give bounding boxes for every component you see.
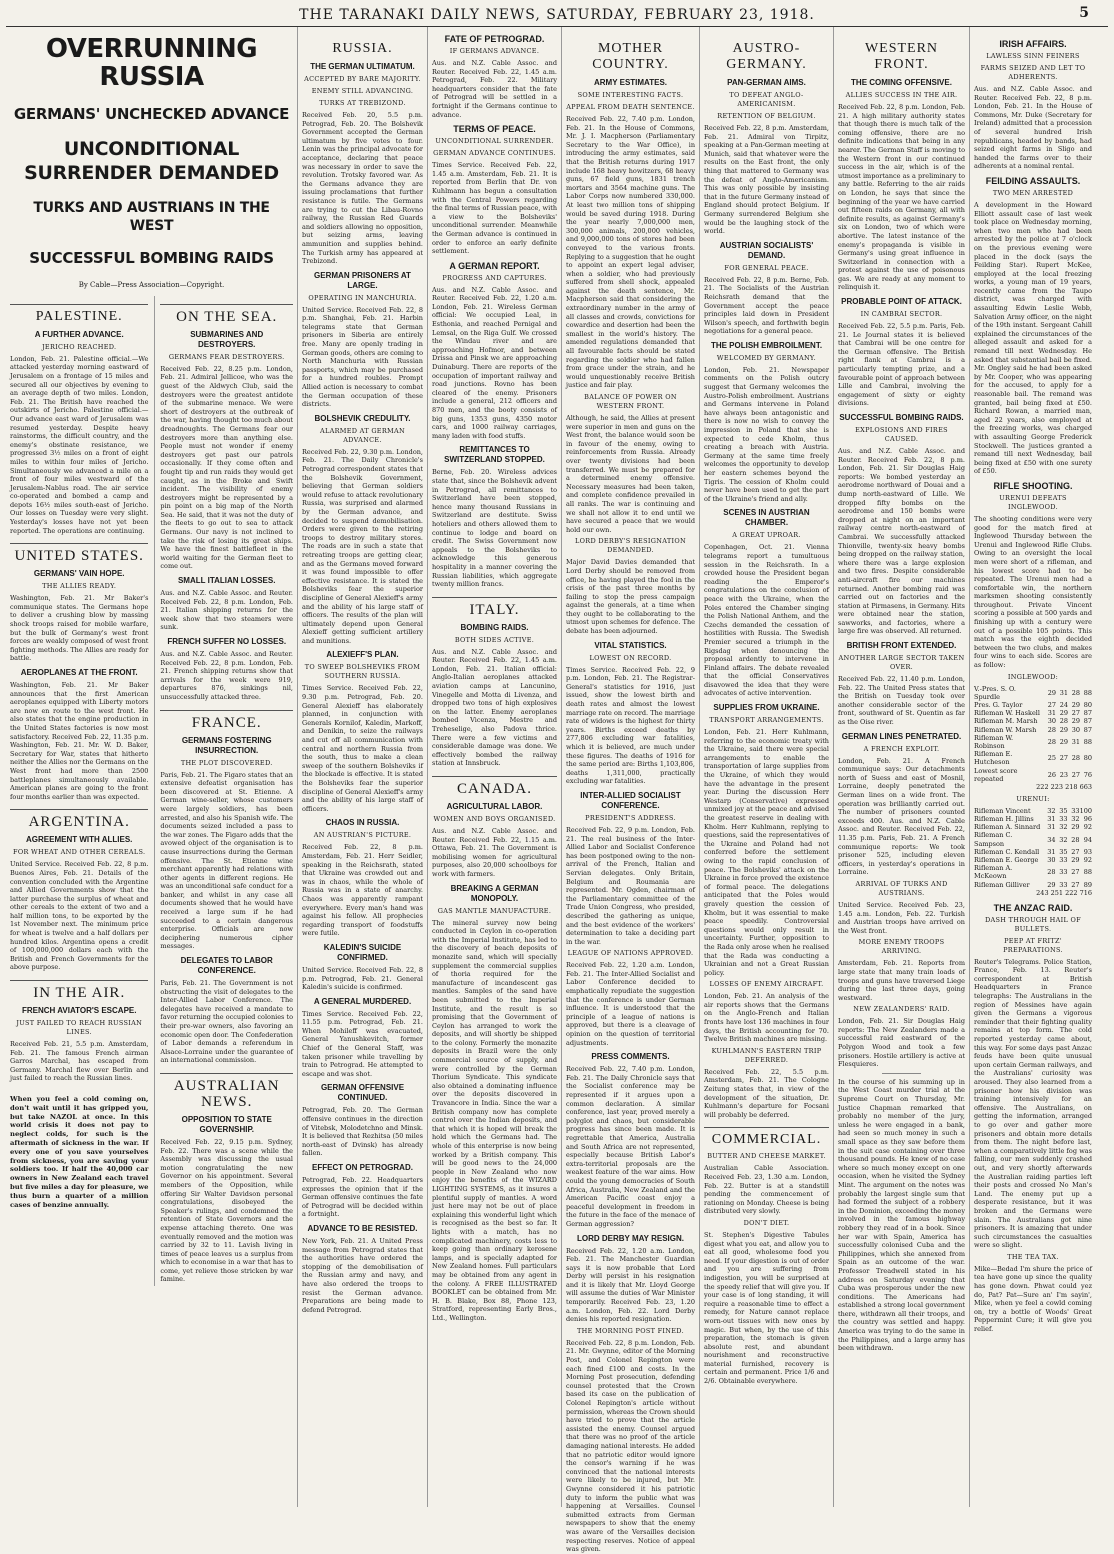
- article-credulity: Received Feb. 22, 9.30 p.m. London, Feb. 21. The Daily Chronicle's Petrograd correspondent states that the Bolshevik Government, believing that German soldiers would refuse to attack revolutionary Russia, was surprised and alarmed by the German advance, and decided to suspend demobilisation. Orders were given to the retiring troops to destroy military stores. The roads are in such a state that retreating troops are getting clear, and as the Germans moved forward it was found impossible to offer effective resistance. It is stated the Bolsheviks fear the superior discipline of General Alexieff's army and the ability of his large staff of officers. The results of the plan will ultimately depend upon General Alexieff getting sufficient artillery and munitions.: [302, 447, 423, 645]
- subhead-turks-austrians: ARRIVAL OF TURKS AND AUSTRIANS.: [855, 879, 948, 897]
- subhead-aircraft-losses: LOSSES OF ENEMY AIRCRAFT.: [709, 980, 824, 989]
- score-cell-c: 27: [1071, 847, 1080, 856]
- score-cell-b: 31: [1059, 688, 1068, 697]
- score-cell-t: 89: [1083, 880, 1092, 889]
- score-cell-b: 32: [1059, 823, 1068, 832]
- article-labor-delegates: Paris, Feb. 21. The Government is not obstructing the visit of delegates to the Inter-Allied Labor Conference. The delegates have received a mandate to favor returning the occupied colonies to their pre-war owners, also favoring an economic open door. The Confederation of Labor demands a referendum in Alsace-Lorraine under the guarantee of an international commission.: [160, 979, 293, 1065]
- article-feilding: A development in the Howard Elliott assault case of last week took place on Wednesday morning, when two men who had been arrested by the police at 7 o'clock on the previous evening were placed in the dock (says the Feilding Star). Rupert McKee, employed at the local freezing works, a young man of 19 years, recently came from the Taupo district, was charged with assaulting Edwin Leslie Webb, Salvation Army officer, on the night of the 19th instant. Sergeant Cahill explained the circumstances of the alleged assault and asked for a remand till next Wednesday. He asked that substantial bail be fixed. Mr. Ongley said he had been asked by Mr. Cooper, who was appearing for the accused, to apply for a reasonable bail. The remand was granted, bail being fixed at £50. Richard Rowan, a married man, aged 22 years, also employed at the freezing works, was charged with assaulting George Frederick Stockwell. The justices granted a remand till next Wednesday, bail being fixed at £50 with one surety of £50.: [974, 200, 1092, 476]
- heading-french-losses: FRENCH SUFFER NO LOSSES.: [167, 637, 287, 647]
- article-prisoners: United Service. Received Feb. 22, 8 p.m. Shanghai, Feb. 21. Harbin telegrams state that German prisoners in Siberia are entirely free. Many are openly trading in German goods, others are coming to North Manchuria with Russian passports, which may be purchased for a hundred roubles. Prompt Allied action is necessary to combat the German occupation of these districts.: [302, 305, 423, 409]
- heading-us: GERMANS' VAIN HOPE.: [33, 569, 125, 579]
- subhead-welcomed: WELCOMED BY GERMANY.: [716, 353, 817, 362]
- subhead-destroyers: GERMANS FEAR DESTROYERS.: [168, 352, 285, 361]
- score-row: [974, 807, 1092, 815]
- score-cell-name: V.-Pres. S. O. Spurdle: [974, 684, 1016, 701]
- article-canada: Aus. and N.Z. Cable Assoc. and Reuter. Received Feb. 22, 1.15 a.m. Ottawa, Feb. 21. The Government is mobilising women for agricultural purposes, also 20,000 schoolboys for work with farmers.: [432, 827, 557, 878]
- score-cell-a: 28: [1047, 725, 1056, 734]
- advert-tea-tax: Mike—Bedad I'm shure the price of tea have gone up since the quality has gone down. Phwat could yez do, Pat? Pat—Sure an' I'm sayin', Mike, when ye feel a cowld coming on, try a bottle of Woods' Great Peppermint Cure; it will give you relief.: [974, 1264, 1092, 1334]
- subhead-more-troops: MORE ENEMY TROOPS ARRIVING.: [858, 938, 945, 956]
- score-cell-a: 31: [1047, 823, 1056, 832]
- subhead-nz-raid: NEW ZEALANDERS' RAID.: [853, 1005, 950, 1014]
- section-commercial: COMMERCIAL.: [704, 1127, 829, 1148]
- article-aircraft-losses: London, Feb. 21. An analysis of the air reports shows that the Germans on the Anglo-French and Italian fronts have lost 136 machines in four days, the British accounting for 70. Twelve British machines are missing.: [704, 992, 829, 1044]
- section-russia: RUSSIA.: [332, 41, 393, 56]
- subhead-urenui-defeats: URENUI DEFEATS INGLEWOOD.: [999, 493, 1067, 511]
- subhead-sector: ANOTHER LARGE SECTOR TAKEN OVER.: [838, 654, 965, 672]
- divider: [882, 1073, 920, 1074]
- heading-press-comments: PRESS COMMENTS.: [591, 1052, 670, 1062]
- subhead-captures: PROGRESS AND CAPTURES.: [442, 273, 547, 282]
- score-row: [974, 831, 1092, 847]
- subhead-french-exploit: A FRENCH EXPLOIT.: [863, 744, 940, 753]
- article-alexieff: Times Service. Received Feb. 22, 9.30 p.m. Petrograd, Feb. 20. General Alexieff has elaborately planned, in conjunction with Generals Kornilof, Kaledin, Markoff, and Denikin, to seize the railways and cut off all communication with central and northern Russia from the south, thus to make a clean sweep of the southern Bolsheviks if the blockade is effective. It is stated the Bolsheviks fear the superior discipline of General Alexieff's army and the ability of his large staff of officers.: [302, 684, 423, 813]
- score-cell-t: 94: [1083, 835, 1092, 844]
- heading-argentina: AGREEMENT WITH ALLIES.: [26, 835, 133, 845]
- article-france: Paris, Feb. 21. The Figaro states that an extensive defeatist organisation has been discovered at St. Etienne. A German wine-seller, whose customers were largely soldiers, has been arrested, and also his Spanish wife. The documents seized included a pass to the war zones. The Figaro adds that the avowed object of the organisation is to cause insurrections during the German offensive. The St. Etienne wine merchant apparently had relations with other agents in different regions. He was an unconditional safe conduct for a banker, and whilst in any case all documents showed that he would have received a large sum if he had succeeded to a certain dangerous enterprise. Officials are now deciphering numerous cipher messages.: [160, 770, 293, 951]
- subhead-facts: SOME INTERESTING FACTS.: [577, 91, 684, 99]
- subhead-kuhlmann-trip: KUHLMANN'S EASTERN TRIP DEFERRED.: [711, 1046, 822, 1064]
- score-cell-a: 31: [1047, 847, 1056, 856]
- score-row: [974, 815, 1092, 823]
- heading-vital-statistics: VITAL STATISTICS.: [594, 640, 667, 650]
- article-balance: Although, he said, the Allies at present were superior in men and guns on the West front, the balance would soon be in favour of the enemy, owing to reinforcements from Russia. Already over twenty divisions had been transferred. We must be prepared for a determined enemy offensive. Necessary measures had been taken, and complete confidence prevailed in all ranks. The war is continuing and we shall not allow it to end until we have secured a peace that we would hold our own.: [566, 414, 695, 534]
- score-cell-b: 33: [1059, 868, 1068, 877]
- score-cell-name: Rifleman W. Haskell: [974, 709, 1040, 718]
- subhead-farms-seized: FARMS SEIZED AND LET TO ADHERENTS.: [980, 64, 1086, 81]
- heading-remittances: REMITTANCES TO SWITZERLAND STOPPED.: [444, 445, 545, 465]
- heading-bombing-raids-italy: BOMBING RAIDS.: [460, 622, 529, 632]
- score-row: [974, 881, 1092, 889]
- score-cell-a: 30: [1047, 856, 1056, 865]
- article-bombing-raids: Aus. and N.Z. Cable Assoc. and Reuter. Received Feb. 22, 8 p.m. London, Feb. 21. Sir Douglas Haig reports: We bombed yesterday an aerodrome northward of Douai and a dump north-eastward of Lille. We dropped fifty bombs on the aerodrome and 150 bombs were dropped at night on an important railway centre north-eastward of Cambrai. We successfully attacked Thionville, twenty-six heavy bombs being dropped on the railway station, where there was a large explosion and two fires. Despite considerable anti-aircraft fire our machines returned. Another bombing raid was carried out on factories and the station at Pirmasens, in Germany. Hits were obtained near the station, sawworks, and factories, where a large fire was observed. All returned.: [838, 447, 966, 636]
- score-cell-a: 28: [1047, 737, 1056, 746]
- score-cell-b: 29: [1059, 725, 1068, 734]
- byline: By Cable—Press Association—Copyright.: [78, 281, 225, 289]
- score-cell-t: 92: [1083, 823, 1092, 832]
- score-cell-c: 28: [1071, 835, 1080, 844]
- heading-army-estimates: ARMY ESTIMATES.: [593, 78, 668, 87]
- subhead-both-sides: BOTH SIDES ACTIVE.: [454, 635, 535, 644]
- heading-submarines: SUBMARINES AND DESTROYERS.: [190, 329, 264, 349]
- score-cell-t: 92: [1083, 856, 1092, 865]
- score-cell-b: 32: [1059, 835, 1068, 844]
- score-row: [974, 734, 1092, 750]
- scores-inglewood: [974, 685, 1092, 783]
- subhead-advance-continues: GERMAN ADVANCE CONTINUES.: [433, 149, 556, 158]
- score-cell-name: Lowest score repeated: [974, 766, 1018, 783]
- score-cell-t: 87: [1083, 717, 1092, 726]
- score-row: [974, 717, 1092, 725]
- heading-german-report: A GERMAN REPORT.: [449, 260, 540, 271]
- score-cell-name: Rifleman C. Sampson: [974, 831, 1013, 848]
- score-cell-b: 35: [1059, 847, 1068, 856]
- score-cell-c: 29: [1071, 823, 1080, 832]
- lead-subhead-4: SUCCESSFUL BOMBING RAIDS: [29, 249, 274, 267]
- column-western-front: [834, 27, 970, 1507]
- score-row: [974, 848, 1092, 856]
- score-cell-b: 35: [1059, 806, 1068, 815]
- subhead-sinn-feiners: LAWLESS SINN FEINERS: [986, 52, 1080, 60]
- score-cell-b: 27: [1059, 754, 1068, 763]
- lead-right: [154, 296, 293, 1286]
- heading-credulity: BOLSHEVIK CREDULITY.: [314, 413, 411, 423]
- column-mother-country: [562, 27, 700, 1554]
- score-cell-a: 25: [1047, 754, 1056, 763]
- article-offensive-continued: Petrograd, Feb. 20. The German offensive continues in the direction of Vitebsk, Molodetchno and Minsk. It is believed that Rezhitsa (50 miles north-east of Dvinsk) has already fallen.: [302, 1106, 423, 1158]
- heading-palestine: A FURTHER ADVANCE.: [34, 329, 124, 339]
- lead-split: [10, 296, 293, 1286]
- article-nz-raid: London, Feb. 21. Sir Douglas Haig reports: The New Zealanders made a successful raid eastward of the Polygon Wood and took a few prisoners. Hostile artillery is active at Flesquieres.: [838, 1017, 965, 1069]
- article-french-losses: Aus. and N.Z. Cable Assoc. and Reuter. Received Feb. 22, 8 p.m. London, Feb. 21. French shipping returns show that arrivals for the week were 919, departures 876, sinkings nil, unsuccessfully attacked three.: [160, 650, 293, 701]
- article-vital: Times Service. Received Feb. 22, 9 p.m. London, Feb. 21. The Registrar-General's statistics for 1916, just issued, show the lowest birth and death rates and almost the lowest marriage rate on record. The marriage rate of widows is the highest for thirty years. Births exceed deaths by 277,806 excluding war fatalities, which it is believed, are much under these figures. The deaths of 1916 for the same period are: Births 1,103,806, deaths 1,311,000, practically excluding war fatalities.: [566, 665, 695, 786]
- score-cell-c: 29: [1071, 717, 1080, 726]
- score-cell-t: 88: [1083, 737, 1092, 746]
- score-cell-a: 28: [1047, 868, 1056, 877]
- score-row: [974, 726, 1092, 734]
- score-cell-b: 33: [1059, 856, 1068, 865]
- heading-bombing-raids: SUCCESSFUL BOMBING RAIDS.: [839, 413, 964, 422]
- article-palestine: London, Feb. 21. Palestine official.—We attacked yesterday morning eastward of Jerusalem on a frontage of 15 miles and secured all our objectives by evening to an average depth of two miles. London, Feb. 21. The British have reached the outskirts of Jericho. Palestine official.—Our advance east ward of Jerusalem was resumed yesterday. Despite heavy rainstorms, the difficult country, and the enemy's obstinate resistance, we progressed 3½ miles on a front of eight miles to within four miles of Jericho. Simultaneously we advanced a mile on a front of four miles westward of the Jerusalem-Nablus road. The air service co-operated and bombed a camp and depots 16½ miles south-east of Jericho. Our losses on Tuesday were very slight. Yesterday's losses have not yet been reported. The operations are continuing.: [10, 354, 149, 535]
- article-league-nations: Received Feb. 22, 1.20 a.m. London, Feb. 21. The Inter-Allied Socialist and Labor Conference decided to emphatically repudiate the suggestion that the conference is under German influence. It is understood that the principle of a league of nations is approved, but there is a cleavage of opinion on the question of territorial adjustments.: [566, 961, 695, 1047]
- subhead-presidents-address: PRESIDENT'S ADDRESS.: [585, 813, 676, 822]
- article-chaos: Received Feb. 22, 8 p.m. Amsterdam, Feb. 21. Herr Seidler, speaking in the Reichsrath, stated that Ukraine was crowded out and was in chaos, while the whole of Russia was in a state of anarchy. Chaos was apparently rampant everywhere. Every man's hand was against his fellow. All prophecies regarding transport of foodstuffs were futile.: [302, 843, 423, 938]
- column-lead: [6, 27, 298, 1507]
- section-western-front: WESTERN FRONT.: [864, 41, 939, 72]
- heading-italian-losses: SMALL ITALIAN LOSSES.: [177, 576, 276, 586]
- article-irish: Aus. and N.Z. Cable Assoc. and Reuter. Received Feb. 22, 8 p.m. London, Feb. 21. In the House of Commons, Mr. Duke (Secretary for Ireland) admitted that a procession of several hundred Irish republicans, headed by bands, had seized eight farms in Sligo and handed the farms over to their adherents at a nominal rental.: [974, 85, 1092, 171]
- subhead-appeal: APPEAL FROM DEATH SENTENCE.: [566, 103, 695, 111]
- subhead-women-boys: WOMEN AND BOYS ORGANISED.: [433, 815, 556, 823]
- section-mother-country: MOTHER COUNTRY.: [592, 41, 669, 72]
- page-number: 5: [1079, 5, 1090, 21]
- subhead-anglo-americanism: TO DEFEAT ANGLO-AMERICANISM.: [729, 91, 804, 108]
- heading-terms-peace: TERMS OF PEACE.: [453, 124, 536, 135]
- score-cell-name: Rifleman A. McKeown: [974, 864, 1013, 881]
- score-cell-name: Rifleman C. Kendall: [974, 847, 1040, 856]
- article-monopoly: The mineral survey now being conducted in Ceylon in co-operation with the Imperial Institute, has led to the discovery of beach deposits of monazite sand, which will specially supplement the commercial supplies of thoria required for the manufacture of incandescent gas mantles. Samples of the sand have been submitted to the Imperial Institute, and the result is so promising that the Government of Ceylon has arranged to work the deposits, and will shortly be shipped to the colony. Formerly the monazite deposits in Brazil were the only commercial source of supply, and were controlled by the German Thorium Syndicate. This syndicate also obtained a dominating influence over the deposits discovered in Travancore in India. Since the war a British company now has complete control over the Indian deposits, and that which it is hoped will break the hold which the Germans had. The whole of this enterprise is now being worked by a British company. This will be good news to the 24,000 people in New Zealand who now enjoy the benefits of the WIZARD LIGHTING SYSTEMS, as it insures a plentiful supply of mantles. A word just here may not be out of place explaining this wonderful light which is recognised as the best so far. It lights with a match, has no complicated machinery, costs less to keep going than ordinary kerosene lamps, and is specially adapted for New Zealand homes. Full particulars may be obtained from any agent in the colony. A FREE ILLUSTRATED BOOKLET can be obtained from Mr. H. B. Blake, Box 88, Phone 123, Stratford, representing Early Bros., Ltd., Wellington.: [432, 918, 557, 1322]
- section-air: IN THE AIR.: [10, 980, 148, 1001]
- label-inglewood: INGLEWOOD:: [1007, 672, 1059, 681]
- section-australian-news: AUSTRALIAN NEWS.: [160, 1073, 293, 1110]
- section-austro-germany: AUSTRO-GERMANY.: [726, 41, 807, 72]
- article-remittances: Berne, Feb. 20. Wireless advices state that, since the Bolshevik advent in Petrograd, all remittances to Switzerland have been stopped, hence many thousand Russians in Switzerland are destitute. Swiss hoteliers and others allowed them to continue to lodge and board on credit. The Swiss Government now appeals to the Bolsheviks to acknowledge this generous hospitality in a manner covering the Russian liabilities, which aggregate twenty million francs.: [432, 468, 557, 589]
- article-morning-post: Received Feb. 22, 8 p.m. London, Feb. 21. Mr. Gwynne, editor of the Morning Post, and Colonel Repington were each fined £100 and costs. In the Morning Post prosecution, defending counsel protested that the Crown based its case on the publication of Colonel Repington's article without permission, whereas the Crown should have tried to prove that the article assisted the enemy. Counsel argued that there was no proof of the article damaging national interests. He added that no patriotic editor would ignore the censor's warning if he was convinced that the national interests were likely to be injured, but Mr. Gwynne considered it his patriotic duty to inform the public what was happening at Versailles. Counsel submitted extracts from German newspapers to show that the enemy was aware of the Versailles decision respecting reserves. Notice of appeal was given.: [566, 1338, 695, 1554]
- article-more-troops: Amsterdam, Feb. 21. Reports from large state that many train loads of troops and guns have traversed Liege during the last three days, going westward.: [838, 959, 965, 1002]
- section-us: UNITED STATES.: [10, 543, 148, 564]
- score-row: [974, 709, 1092, 717]
- score-row: [974, 701, 1092, 709]
- article-anzac: Reuter's Telegrams. Police Station, France, Feb. 13. Reuter's correspondent at British Headquarters in France telegraphs: The Australians in the region of Messines have again given the Germans a vigorous reminder that their fighting quality remains at top form. The cold reported yesterday came about, this way. For some days past Anzac feuds have been quite unusual upon certain German railways, and the Australians' curiosity was aroused. They also learned from a prisoner how his division was training intensively for an offensive. The Australians, on getting the information, arranged to go over and gather more prisoners and obtain more details from them. The night before last, when a comparatively little fog was falling, our men suddenly crashed out, and very shortly afterwards the Australian raiding parties left their posts and crossed No Man's Land. The enemy put up a desperate resistance, but it was broken and the Germans were slain. The Australians got nine prisoners. It is amazing that under such circumstances the casualties were so slight.: [974, 957, 1092, 1250]
- advert-dont-diet: St. Stephen's Digestive Tabules digest what you eat, and allow you to eat all good, wholesome food you need. If your digestion is out of order and you are suffering from indigestion, you will be surprised at the speedy relief that will give you. If your case is of long standing, it will require a reasonable time to effect a remedy, for Nature cannot replace worn-out tissues with new ones by magic. But when, by the use of this preparation, the stomach is given absolute rest, and abundant nourishment and reconstructive material furnished, recovery is certain and permanent. Price 1/6 and 2/6. Obtainable everywhere.: [704, 1230, 829, 1386]
- columns: [6, 27, 1108, 1554]
- heading-anzac-raid: THE ANZAC RAID.: [993, 902, 1073, 913]
- subhead-general-peace: FOR GENERAL PEACE.: [724, 263, 809, 272]
- subhead-transport: TRANSPORT ARRANGEMENTS.: [709, 716, 824, 725]
- score-cell-t: 88: [1083, 868, 1092, 877]
- lead-left: [10, 296, 148, 1286]
- subhead-manchuria: OPERATING IN MANCHURIA.: [308, 293, 417, 302]
- subhead-unconditional: UNCONDITIONAL SURRENDER.: [435, 137, 554, 146]
- section-argentina: ARGENTINA.: [10, 809, 148, 830]
- scores-urenui: [974, 807, 1092, 889]
- article-air: Received Feb. 21, 5.5 p.m. Amsterdam, Feb. 21. The famous French airman Garros Marchal, has escaped from Germany. Marchal flew over Berlin and just failed to reach the Russian lines.: [10, 1040, 149, 1083]
- subhead-advancing: ENEMY STILL ADVANCING.: [311, 87, 414, 95]
- heading-point-of-attack: PROBABLE POINT OF ATTACK.: [841, 297, 962, 307]
- article-italian-losses: Aus. and N.Z. Cable Assoc. and Reuter. Received Feb. 22, 8 p.m. London, Feb. 21. Italian shipping returns for the week show that two steamers were sunk.: [160, 589, 293, 632]
- article-effect-petrograd: Petrograd, Feb. 22. Headquarters expresses the opinion that if the German offensive continues the fate of Petrograd will be decided within a fortnight.: [302, 1176, 423, 1219]
- column-petrograd: [428, 27, 562, 1507]
- score-row: [974, 685, 1092, 701]
- heading-aeroplanes: AEROPLANES AT THE FRONT.: [20, 668, 138, 678]
- subhead-france: THE PLOT DISCOVERED.: [180, 758, 273, 767]
- heading-alexieff: ALEXIEFF'S PLAN.: [326, 650, 399, 660]
- total-inglewood: 222 223 218 663: [1036, 783, 1092, 792]
- subhead-lowest: LOWEST ON RECORD.: [589, 653, 672, 662]
- score-cell-t: 76: [1083, 770, 1092, 779]
- heading-prisoners: GERMAN PRISONERS AT LARGE.: [314, 270, 411, 290]
- subhead-dont-diet: DON'T DIET.: [743, 1218, 790, 1227]
- score-cell-a: 32: [1047, 806, 1056, 815]
- subhead-league-nations: LEAGUE OF NATIONS APPROVED.: [567, 949, 694, 958]
- masthead: [6, 4, 1108, 27]
- subhead-fate: IF GERMANS ADVANCE.: [449, 47, 540, 55]
- subhead-explosions: EXPLOSIONS AND FIRES CAUSED.: [855, 426, 948, 443]
- section-canada: CANADA.: [432, 776, 557, 797]
- score-row: [974, 823, 1092, 831]
- advert-nazol: When you feel a cold coming on, don't wait until it has gripped you, but take NAZOL at once. In this world crisis it does not pay to neglect colds, for such is the aftermath of sickness in the war. If every one of you save yourselves from sickness, you are saving your soldiers too. If half the 40,000 car owners in New Zealand each travel but five miles a day for pleasure, we thus burn a quarter of a million cases of benzine annually.: [10, 1095, 149, 1209]
- subhead-alexieff: TO SWEEP BOLSHEVIKS FROM SOUTHERN RUSSIA.: [304, 663, 421, 681]
- score-row: [974, 750, 1092, 766]
- score-cell-c: 28: [1071, 754, 1080, 763]
- score-cell-b: 24: [1059, 701, 1068, 710]
- subhead-credulity: ALARMED AT GERMAN ADVANCE.: [320, 426, 405, 444]
- subhead-belgium: RETENTION OF BELGIUM.: [717, 112, 816, 120]
- heading-fate-petrograd: FATE OF PETROGRAD.: [444, 34, 545, 44]
- subhead-palestine: JERICHO REACHED.: [42, 342, 117, 351]
- lead-headline: OVERRUNNING RUSSIA: [45, 34, 258, 92]
- score-cell-a: 29: [1047, 688, 1056, 697]
- heading-rifle-shooting: RIFLE SHOOTING.: [993, 480, 1073, 491]
- article-coming-offensive: Received Feb. 22, 8 p.m. London, Feb. 21. A high military authority states that though there is much talk of the coming offensive, there are no definite indications that being in any nearer. The German Staff is moving to the Western front in our continued success in the air, which is of the utmost importance as a preliminary to any battle. Referring to the air raids on London, he says that since the beginning of the year we have carried out fifteen raids on Germany, all with definite results, as against Germany's six on London, two of which were abortive. The latest instance of the enemy's propaganda is visible in Germany's using great influence in Switzerland in connection with a protest against the use of poisonous gas. We are ready at any moment to relinquish it.: [838, 103, 965, 292]
- article-ukraine: London, Feb. 21. Herr Kuhlmann, referring to the economic treaty with the Ukraine, said there were special arrangements to enable the transportation of large supplies from the Ukraine, of which they would have the advantage in the present year. During the discussion Herr Westarp (Conservative) expressed unmixed joy at the peace and advised the greatest reserve in dealing with Kholm. Herr Kuhlmann, replying to questions, said the representatives of the Ukraine and Poland had not conferred before the settlement owing to the rapid conclusion of peace. The Bolsheviks' attack on the Ukraine in force proved the existence of formal peace. The delegations anticipated that the Poles would gravely question the cession of Kholm, but it was essential to make peace speedily. Controversial questions would only result in uncertainty. Further, opposition to the Rada only arose when he realised that the Rada was conducting a Ukrainian and not a Great Russian policy.: [704, 728, 829, 977]
- subhead-majority: ACCEPTED BY BARE MAJORITY.: [304, 75, 421, 83]
- subhead-cambrai: IN CAMBRAI SECTOR.: [860, 310, 943, 319]
- article-butter-cheese: Australian Cable Association. Received Feb. 23, 1.30 a.m. London, Feb. 22. Butter is at a standstill pending the commencement of rationing on Monday. Cheese is being distributed very slowly.: [704, 1164, 829, 1216]
- heading-derby-resign: LORD DERBY MAY RESIGN.: [577, 1233, 684, 1243]
- heading-lines-penetrated: GERMAN LINES PENETRATED.: [841, 731, 962, 741]
- score-cell-b: 29: [1059, 709, 1068, 718]
- article-polish: London, Feb. 21. Newspaper comments on the Polish outcry suggest that Germany welcomes the Austro-Polish embroilment. Austrians and Germans intervene in Poland have always been antagonistic and there is now no wish to convey the impression in Poland that she is expected to cede Kholm, thus creating a breach with Austria. Germany at the same time freely welcomes the opportunity to develop her eastern schemes beyond the Tigris. The cession of Kholm could never have been used to get the part of the Ukraine's friend and ally.: [704, 365, 829, 503]
- article-aeroplanes: Washington, Feb. 21. Mr Baker announces that the first American aeroplanes equipped with Liberty motors are now en route to the west front. He also states that the engine production in the United States factories is now most satisfactory. Received Feb. 22, 11.35 p.m. Washington, Feb. 21. Mr. W. D. Baker, Secretary for War, states that hitherto neither the Allies nor the Germans on the West front had more than 2500 battleplanes simultaneously available. American planes are going to the front four months earlier than was expected.: [10, 681, 149, 801]
- article-turks-austrians: United Service. Received Feb. 23, 1.45 a.m. London, Feb. 22. Turkish and Austrian troops have arrived on the West front.: [838, 900, 965, 935]
- score-cell-c: 27: [1071, 709, 1080, 718]
- subhead-derby-resignation: LORD DERBY'S RESIGNATION DEMANDED.: [575, 537, 686, 555]
- subhead-balance: BALANCE OF POWER ON WESTERN FRONT.: [584, 393, 677, 410]
- heading-agricultural-labor: AGRICULTURAL LABOR.: [446, 802, 543, 811]
- score-cell-t: 96: [1083, 815, 1092, 824]
- heading-murdered: A GENERAL MURDERED.: [313, 996, 412, 1006]
- heading-ultimatum: THE GERMAN ULTIMATUM.: [310, 62, 415, 71]
- label-urenui: URENUI:: [1016, 794, 1050, 803]
- score-cell-name: Rifleman A. Sinnard: [974, 823, 1041, 832]
- heading-effect-petrograd: EFFECT ON PETROGRAD.: [312, 1163, 413, 1172]
- score-cell-b: 29: [1059, 737, 1068, 746]
- article-press-comments: Received Feb. 22, 7.40 p.m. London, Feb. 21. The Daily Chronicle says that the Socialist conference may be represented if it argues upon a common declaration. A similar conference, last year, proved merely a polyglot and chaos, but considerable progress has since been made. It is regrettable that America, Australia and South Africa are not represented, especially because British Labor's extra-territorial proposals are the weakest feature of the war aims. How could the young democracies of South Africa, Australia, New Zealand and the American Pacific coast enjoy a peaceful development in freedom in the future in the face of the menace of German aggression?: [566, 1065, 695, 1228]
- score-cell-name: Rifleman H. Jillins: [974, 815, 1034, 824]
- article-socialist-conference: Received Feb. 22, 9 p.m. London, Feb. 21. The real business of the Inter-Allied Labor and Socialist Conference has been postponed owing to the non-arrival of the French, Italian and Servian delegates. Only Britain, Belgium and Roumania are represented. Mr. Ogden, chairman of the Parliamentary committee of the Trade Union Congress, who presided, described the gathering as unique, and the best evidence of the workers' determination to take a deciding part in the war.: [566, 825, 695, 946]
- subhead-trebizond: TURKS AT TREBIZOND.: [319, 99, 406, 107]
- section-on-the-sea: ON THE SEA.: [160, 304, 293, 325]
- subhead-two-men: TWO MEN ARRESTED: [992, 188, 1074, 197]
- article-resisted: New York, Feb. 21. A United Press message from Petrograd states that the authorities have ordered the stopping of the demobilisation of the Russian army and navy, and have also ordered the troops to resist the German advance. Preparations are being made to defend Petrograd.: [302, 1236, 423, 1314]
- heading-ukraine-supplies: SUPPLIES FROM UKRAINE.: [713, 703, 820, 713]
- column-irish: [970, 27, 1096, 1507]
- article-cambrai: Received Feb. 22, 5.5 p.m. Paris, Feb. 21. Le Journal states it is believed that Cambrai will be one centre for the German offensive. The British right flank at Cambrai is a particularly tempting prize, and a favourable point of approach between Lille and Cambrai, involving the engagement of sixty or eighty divisions.: [838, 322, 965, 408]
- column-austro-germany: [700, 27, 834, 1507]
- subhead-argentina: FOR WHEAT AND OTHER CEREALS.: [13, 848, 146, 857]
- score-cell-name: Rifleman Gilliver: [974, 880, 1030, 889]
- score-cell-c: 28: [1071, 688, 1080, 697]
- lead-subhead-2: UNCONDITIONAL SURRENDER DEMANDED: [24, 138, 279, 184]
- subhead-tea-tax: THE TEA TAX.: [1007, 1252, 1059, 1261]
- heading-resisted: ADVANCE TO BE RESISTED.: [307, 1223, 418, 1233]
- score-cell-name: Rifleman W. Robinson: [974, 733, 1014, 751]
- subhead-hail-bullets: DASH THROUGH HAIL OF BULLETS.: [985, 915, 1081, 933]
- score-cell-c: 31: [1071, 737, 1080, 746]
- article-derby-resignation: Major David Davies demanded that Lord Derby should be removed from office, he having played the fool in the crisis of the past three months by failing to stop the press campaign against the generals, at a time when they ought to be collaborating to the utmost upon schemes for defence. The debate has been adjourned.: [566, 558, 695, 636]
- score-cell-c: 29: [1071, 856, 1080, 865]
- score-cell-name: Rifleman M. Marsh: [974, 717, 1038, 726]
- masthead-title: THE TARANAKI DAILY NEWS, SATURDAY, FEBRUARY 23, 1918.: [299, 7, 815, 23]
- lead-subhead-1: GERMANS' UNCHECKED ADVANCE: [13, 105, 290, 123]
- heading-irish-affairs: IRISH AFFAIRS.: [999, 39, 1067, 49]
- article-kuhlmann-trip: Received Feb. 22, 5.5 p.m. Amsterdam, Feb. 21. The Cologne Zeitung states that, in view of the development of the situation, Dr. Kuhlmann's departure for Focsani will probably be deferred.: [704, 1067, 829, 1119]
- lead-subhead-3: TURKS AND AUSTRIANS IN THE WEST: [33, 200, 270, 234]
- score-cell-t: 80: [1083, 754, 1092, 763]
- subhead-air-success: ALLIES SUCCESS IN THE AIR.: [845, 91, 958, 99]
- score-cell-c: 27: [1071, 868, 1080, 877]
- score-cell-t: 87: [1083, 709, 1092, 718]
- article-submarines: Received Feb. 22, 8.25 p.m. London, Feb. 21. Admiral Jellicoe, who was the guest of the Aldwych Club, said the destroyers were the greatest antidote of the submarine menace. We were short of destroyers at the outbreak of the war, having thought too much about dreadnoughts. The Germans fear our destroyers more than anything else. People must not wonder if enemy destroyers get past our patrols occasionally. If they come often and fought tip and run raids they would get caught, as in the Broke and Swift incident. The visibility of enemy destroyers might be represented by a pin point on a big map of the North Sea. He said, that it was not the duty of the fleets to go out to sea to attack Germans. Our navy is not inclined to take the risk of losing its great ships. We have the finest battlefleet in the world waiting for the German fleet to come out.: [160, 364, 293, 571]
- heading-offensive-continued: GERMAN OFFENSIVE CONTINUED.: [320, 1083, 405, 1103]
- score-cell-t: 100: [1079, 806, 1092, 815]
- heading-france: GERMANS FOSTERING INSURRECTION.: [181, 735, 272, 755]
- subhead-fritz: PEEP AT FRITZ' PREPARATIONS.: [1003, 936, 1063, 954]
- heading-air: FRENCH AVIATOR'S ESCAPE.: [21, 1006, 137, 1016]
- article-australian-news: Received Feb. 22, 9.15 p.m. Sydney, Feb. 22. There was a scene while the Assembly was discussing the usual motion congratulating the new Governor on his appointment. Several members of the Opposition, while offering Sir Walter Davidson personal congratulations, disobeyed the Speaker's rulings, and condemned the retention of State Governors and the expense attaching thereto. One was eventually removed and the motion was carried by 32 to 11. Lavish living in times of peace leaves us a surplus from which to economise in a war that has to come, yet relieve those stricken by war famine.: [160, 1137, 293, 1284]
- section-palestine: PALESTINE.: [10, 304, 148, 325]
- score-cell-c: 29: [1071, 701, 1080, 710]
- score-cell-name: Rifleman E. George: [974, 856, 1039, 865]
- heading-australian-news: OPPOSITION TO STATE GOVERNSHIP.: [181, 1114, 272, 1134]
- article-murdered: Times Service. Received Feb. 22, 11.55 p.m. Petrograd, Feb. 21. When Mohileff was evacuated, General Yanushkevitch, former Chief of the General Staff, was taken prisoner while travelling by train to Petrograd. He attempted to escape and was shot.: [302, 1009, 423, 1078]
- score-cell-c: 33: [1071, 806, 1080, 815]
- column-russia: [298, 27, 428, 1507]
- article-italy: Aus. and N.Z. Cable Assoc. and Reuter. Received Feb. 22, 1.45 a.m. London, Feb. 21. Italian official: Anglo-Italian aeroplanes attacked aviation camps at Lancunino, Vinegelle and Motta di Livenza, and dropped two tons of high explosives on the latter. Enemy aeroplanes bombed Vicenza, Mestre and Treheselige, also Padova thrice. There were a few victims and considerable damage was done. We effectively bombed the railway station at Innsbruck.: [432, 647, 557, 768]
- heading-feilding: FEILDING ASSAULTS.: [985, 175, 1081, 186]
- score-cell-name: Pres. G. Taylor: [974, 701, 1023, 710]
- heading-pan-german: PAN-GERMAN AIMS.: [727, 78, 806, 87]
- heading-polish: THE POLISH EMBROILMENT.: [710, 340, 823, 350]
- total-urenui: 243 251 222 716: [1036, 888, 1092, 897]
- score-cell-t: 93: [1083, 847, 1092, 856]
- heading-coming-offensive: THE COMING OFFENSIVE.: [851, 78, 952, 87]
- score-cell-name: Rifleman W. Marsh: [974, 725, 1037, 734]
- score-cell-c: 27: [1071, 880, 1080, 889]
- subhead-morning-post: THE MORNING POST FINED.: [577, 1326, 684, 1335]
- article-argentina: United Service. Received Feb. 22, 8 p.m. Buenos Aires, Feb. 21. Details of the convention concluded with the Argentine and Allied Governments show that the latter purchase the surplus of wheat and other cereals to the extent of two and a half million tons, to be exported by the 1st November next. The minimum price for wheat is twelve and a half dollars per hundred kilos. Argentina opens a credit of 100,000,000 dollars each with the British and French Governments for the above purpose.: [10, 860, 149, 972]
- article-fate: Aus. and N.Z. Cable Assoc. and Reuter. Received Feb. 22, 1.45 a.m. Petrograd, Feb. 22. Military headquarters consider that the fate of Petrograd will be settled in a fortnight if the Germans continue to advance.: [432, 59, 557, 119]
- article-ultimatum: Received Feb. 20, 5.5 p.m. Petrograd, Feb. 20. The Bolshevik Government accepted the German ultimatum by five votes to four. Lenin was the principal advocate for acceptance, declaring that peace was necessary in order to save the revolution. Trotsky favored war. As the Germans advance they are issuing proclamations that further resistance is futile. The Germans are trying to cut the Libau-Rovno railway, the Russian Red Guards and soldiers allowing no opposition, but seizing arms, leaving ammunition and supplies behind. The Turkish army has appeared at Trebizond.: [302, 111, 423, 266]
- subhead-butter-cheese: BUTTER AND CHEESE MARKET.: [707, 1152, 826, 1161]
- article-derby-resign: Received Feb. 22, 1.20 a.m. London, Feb. 21. The Manchester Guardian says it is now probable that Lord Derby will persist in his resignation and it is likely that Mr. Lloyd George will assume the duties of War Minister temporarily. Received Feb. 23, 1.20 a.m. London, Feb. 22. Lord Derby denies his reported resignation.: [566, 1246, 695, 1324]
- article-army-estimates: Received Feb. 22, 7.40 p.m. London, Feb. 21. In the House of Commons, Mr. J. I. Macpherson (Parliamentary Secretary to the War Office), in introducing the army estimates, said that the British returns during 1917 include 168 heavy howitzers, 68 heavy guns, 67 field guns, 1831 trench mortars and 3564 machine guns. The Labor Corps now numbered 330,000. At least two million tons of shipping would be saved during 1918. During the year nearly 7,000,000 men, 300,000 animals, 200,000 vehicles, and 9,000,000 tons of stores had been conveyed to the various fronts. Replying to a suggestion that he ought to appoint an expert legal adviser, when a soldier, who had previously suffered from shell shock, appealed against the death sentence, Mr. Macpherson said that considering the extraordinary number in the army of all classes and crowds, convictions for cowardice and desertion had been the smallest in the world's history. The amended regulations demanded that all favourable facts should be stated regarding the soldier who had fallen from grace under the strain, and he would unquestionably receive British justice and fair play.: [566, 115, 695, 390]
- score-cell-b: 28: [1059, 717, 1068, 726]
- score-cell-a: 34: [1047, 835, 1056, 844]
- score-cell-name: Rifleman Vincent: [974, 806, 1031, 815]
- article-rifle: The shooting conditions were very good for the match fired at Inglewood Thursday between the Urenui and Inglewood Rifle Clubs. Owing to an oversight the local men were short of a rifleman, and his lowest score had to be repeated. The Urenui men had a comfortable win, the northern marksmen shooting consistently throughout. Private Vincent scoring a possible at 500 yards and finishing up with a century were out of a possible 105 points. This match was the eighth decided between the two clubs, and makes four wins to each side. Scores are as follow:: [974, 514, 1092, 670]
- score-cell-b: 33: [1059, 880, 1068, 889]
- score-cell-a: 27: [1047, 701, 1056, 710]
- section-france: FRANCE.: [160, 710, 293, 731]
- heading-austrian-chamber: SCENES IN AUSTRIAN CHAMBER.: [723, 508, 810, 528]
- heading-socialists-demand: AUSTRIAN SOCIALISTS' DEMAND.: [719, 240, 814, 260]
- score-row: [974, 864, 1092, 880]
- heading-socialist-conference: INTER-ALLIED SOCIALIST CONFERENCE.: [580, 790, 681, 810]
- article-front-extended: Received Feb. 22, 11.40 p.m. London, Feb. 22. The United Press states that the British on Tuesday took over another considerable sector of the front, southward of St. Quentin as far as the Oise river.: [838, 675, 965, 727]
- score-row: [974, 856, 1092, 864]
- score-cell-a: 26: [1047, 770, 1056, 779]
- score-cell-a: 31: [1047, 709, 1056, 718]
- heading-monopoly: BREAKING A GERMAN MONOPOLY.: [450, 883, 539, 903]
- article-us: Washington, Feb. 21. Mr Baker's communique states. The Germans hope to deliver a crushing blow by massing shock troops raised for mobile warfare, but the bulk of Germany's west front forces are weakly composed of west front fighting methods. The Allies are ready for battle.: [10, 594, 149, 663]
- article-lines-penetrated: London, Feb. 21. A French communique says: Our detachments north of Suess and east of Mosnil, Lorraine, deeply penetrated the German lines on a wide front. The operation was brilliantly carried out. The number of prisoners counted exceeds 400. Aus. and N.Z. Cable Assoc. and Reuter. Received Feb. 22, 11.35 p.m. Paris, Feb. 21. A French communique reports: We took prisoner 525, including eleven officers, in yesterday's operations in Lorraine.: [838, 756, 965, 877]
- score-cell-b: 23: [1059, 770, 1068, 779]
- subhead-air: JUST FAILED TO REACH RUSSIAN LINES.: [16, 1019, 143, 1037]
- subhead-uproar: A GREAT UPROAR.: [732, 531, 801, 540]
- section-italy: ITALY.: [432, 597, 557, 618]
- subhead-gas-mantle: GAS MANTLE MANUFACTURE.: [437, 906, 552, 915]
- subhead-us: THE ALLIES READY.: [42, 582, 117, 591]
- article-austrian-chamber: Copenhagen, Oct. 21. Vienna telegrams report a tumultuous session in the Reichsrath. In a crowded house the President began reading the Emperor's congratulations on the conclusion of peace with the Ukraine, when the Poles entered the Chamber singing the Polish National Anthem, and the Czechs demanded the cessation of hostilities with Russia. The Swedish Premier secured a triumph in the Rigsdag when denouncing the proposal ardently to intervene in Finland affairs. The debate revealed that the official Conservatives disavowed the idea that they were advocates of active intervention.: [704, 543, 829, 698]
- score-cell-a: 31: [1047, 815, 1056, 824]
- score-cell-a: 29: [1047, 880, 1056, 889]
- article-court: In the course of his summing up in the West Coast murder trial at the Supreme Court on Thursday, Mr. Justice Chapman remarked that probably no member of the jury, unless he were engaged in a bank, had seen so much money in such a small space as they saw before them in the suit case containing over three thousand pounds. He knew of no case where so much money except on one occasion, when he visited the Sydney Mint. The argument on the notes was probably the largest single sum that had formed the subject of a robbery in the Dominion, exceeding the money involved in the famous highway robbery they read of in a book. Since her war with Spain, America has successfully colonised Cuba and the Philippines, which she annexed from Spain as an outcome of the war. Professor Treadwell stated in his address on Saturday evening that Cuba was prosperous under the new conditions. The Americans had established a strong local government there, withdrawn all their troops, and the country was settled and happy. America was trying to do the same in the Philippines, and a large army has been withdrawn.: [838, 1077, 965, 1353]
- score-cell-a: 30: [1047, 717, 1056, 726]
- score-row: [974, 767, 1092, 783]
- heading-kaledin: KALEDIN'S SUICIDE CONFIRMED.: [323, 942, 402, 962]
- article-socialists-demand: Received Feb. 22, 8 p.m. Berne, Feb. 21. The Socialists of the Austrian Reichsrath demand that the Government accept the peace principles laid down in President Wilson's speech, and forthwith begin negotiations for a general peace.: [704, 275, 829, 336]
- heading-front-extended: BRITISH FRONT EXTENDED.: [846, 641, 957, 651]
- score-cell-t: 88: [1083, 688, 1092, 697]
- heading-labor-delegates: DELEGATES TO LABOR CONFERENCE.: [180, 956, 273, 976]
- score-cell-c: 30: [1071, 725, 1080, 734]
- article-report: Aus. and N.Z. Cable Assoc. and Reuter. Received Feb. 22, 1.20 a.m. London, Feb. 21. Wireless German official: We occupied Leal, in Esthonia, and reached Pernigal and Lemsal, on the Riga Gulf. We crossed the Windau river and are approaching Hofmor, and between Drissa and Pinsk we are approaching Duinaburg. There are reports of the occupation of important railway and road junctions. Rovno has been cleared of the enemy. Prisoners include a general, 212 officers and 870 men, and the booty consists of big guns, 1353 guns, 4350 motor cars, and 1000 railway carriages, many laden with food stuffs.: [432, 285, 557, 440]
- score-cell-c: 27: [1071, 770, 1080, 779]
- score-cell-name: Rifleman E. Hutcheson: [974, 750, 1013, 767]
- article-kaledin: United Service. Received Feb. 22, 8 p.m. Petrograd, Feb. 21. General Kaledin's suicide is confirmed.: [302, 965, 423, 992]
- subhead-chaos: AN AUSTRIAN'S PICTURE.: [313, 831, 412, 840]
- article-peace: Times Service. Received Feb. 22, 1.45 a.m. Amsterdam, Feb. 21. It is reported from Berlin that Dr. von Kuhlmann has begun a consultation with the Central Powers regarding the final terms of Russian peace, with a view to the Bolsheviks' unconditional surrender. Meanwhile the German advance is continued in order to enforce an early definite settlement.: [432, 161, 557, 256]
- article-pan-german: Received Feb. 22, 8 p.m. Amsterdam, Feb. 21. Admiral von Tirpitz, speaking at a Pan-German meeting at Munich, said that whatever were the results on the East front, the only thing that mattered to Germany was the defeat of Anglo-Americanism. This was only possible by insisting that in the future Germany instead of England should protect Belgium. If Germany surrendered Belgium she would be the laughing stock of the world.: [704, 124, 829, 236]
- score-cell-b: 33: [1059, 815, 1068, 824]
- score-cell-t: 80: [1083, 701, 1092, 710]
- score-cell-c: 32: [1071, 815, 1080, 824]
- score-cell-t: 87: [1083, 725, 1092, 734]
- heading-chaos: CHAOS IN RUSSIA.: [325, 818, 400, 828]
